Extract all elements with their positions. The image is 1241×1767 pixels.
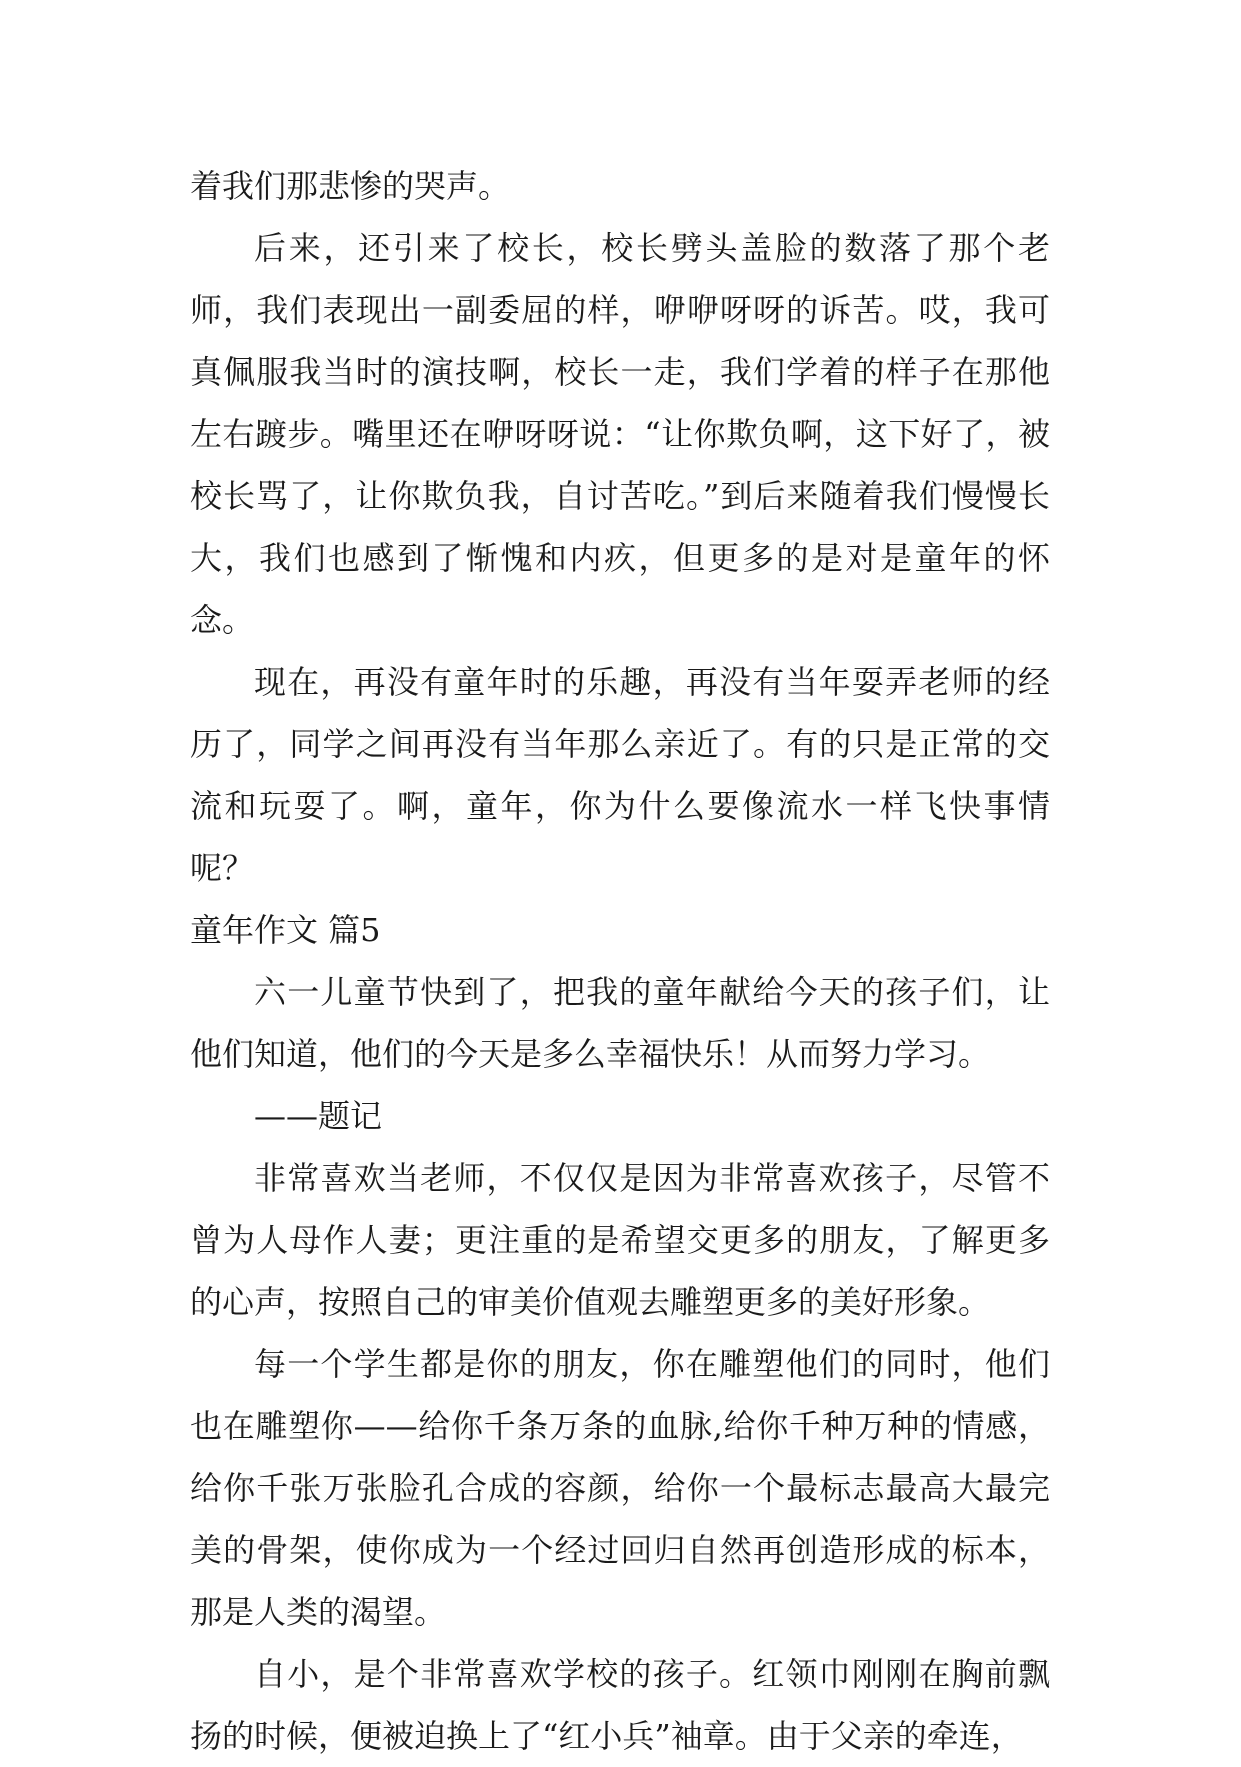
paragraph-principal: 后来，还引来了校长，校长劈头盖脸的数落了那个老师，我们表现出一副委屈的样，咿咿呀呀的诉苦。哎，我可真佩服我当时的演技啊，校长一走，我们学着的样子在那他左右踱步。嘴里还在咿呀呀说：“让你欺负啊，这下好了，被校长骂了，让你欺负我，自讨苦吃。”到后来随着我们慢慢长大，我们也感到了惭愧和内疚，但更多的是对是童年的怀念。 [190, 229, 1050, 639]
paragraph-childrens-day: 六一儿童节快到了，把我的童年献给今天的孩子们，让他们知道，他们的今天是多么幸福快乐！从而努力学习。 [190, 973, 1050, 1073]
paragraph-childhood-school: 自小，是个非常喜欢学校的孩子。红领巾刚刚在胸前飘扬的时候，便被迫换上了“红小兵”袖章。由于父亲的牵连， [190, 1655, 1050, 1755]
paragraph-teacher: 非常喜欢当老师，不仅仅是因为非常喜欢孩子，尽管不曾为人母作人妻；更注重的是希望交更多的朋友，了解更多的心声，按照自己的审美价值观去雕塑更多的美好形象。 [190, 1159, 1050, 1321]
paragraph-continuation: 着我们那悲惨的哭声。 [190, 167, 511, 205]
paragraph-now: 现在，再没有童年时的乐趣，再没有当年耍弄老师的经历了，同学之间再没有当年那么亲近了。有的只是正常的交流和玩耍了。啊，童年，你为什么要像流水一样飞快事情呢？ [190, 663, 1050, 887]
paragraph-students: 每一个学生都是你的朋友，你在雕塑他们的同时，他们也在雕塑你——给你千条万条的血脉,给你千种万种的情感，给你千张万张脸孔合成的容颜，给你一个最标志最高大最完美的骨架，使你成为一个经过回归自然再创造形成的标本，那是人类的渴望。 [190, 1345, 1050, 1631]
epigraph-note: ——题记 [254, 1097, 383, 1135]
document-body [190, 155, 1050, 1767]
section-heading: 童年作文 篇5 [190, 911, 381, 949]
